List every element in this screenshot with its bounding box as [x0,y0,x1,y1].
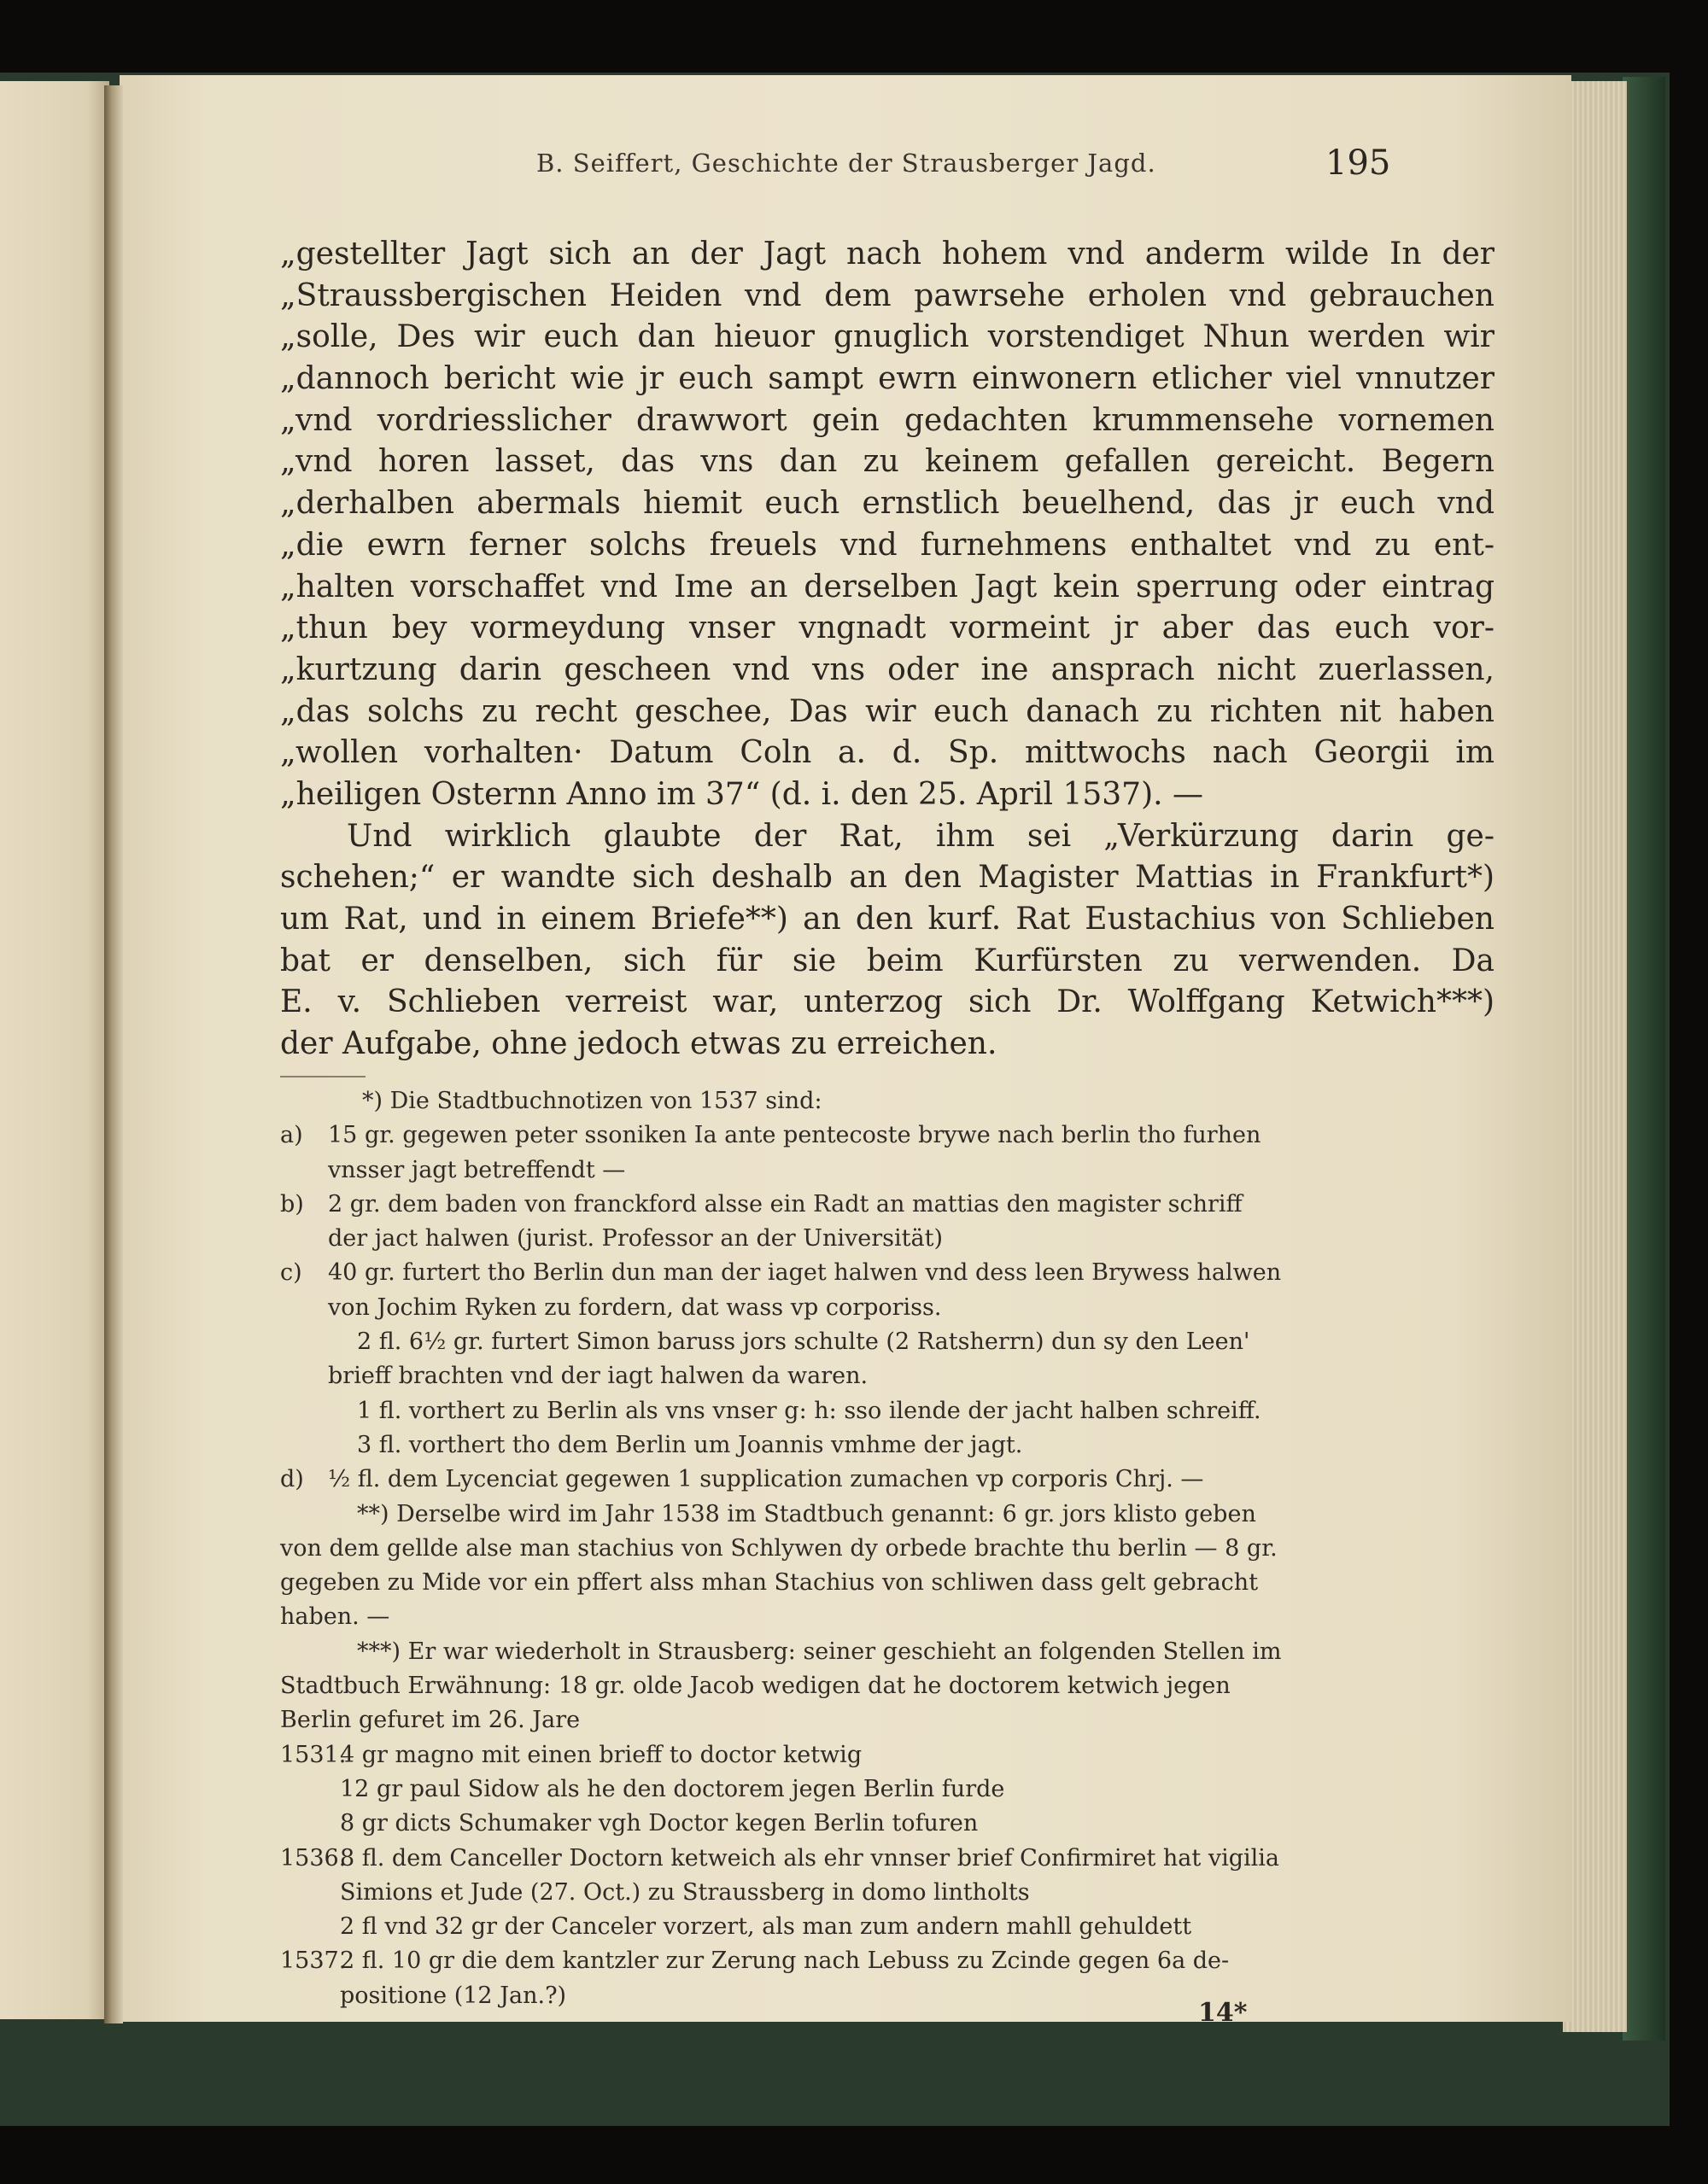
footnote-rule [280,1076,366,1077]
footnote-line: haben. — [280,1603,390,1631]
body-line: „Straussbergischen Heiden vnd dem pawrsehe erholen vnd gebrauchen [280,277,1494,313]
footnotes [280,1084,1493,2013]
footnote-line: **) Derselbe wird im Jahr 1538 im Stadtbuch genannt: 6 gr. jors klisto geben [357,1500,1256,1527]
year-label: 1537. [280,1947,347,1975]
body-line: „halten vorschaffet vnd Ime an derselben Jagt kein sperrung oder eintrag [280,569,1494,604]
page-edges [1563,81,1627,2032]
footnote-line [280,1944,1493,1978]
body-line: E. v. Schlieben verreist war, unterzog sich Dr. Wolffgang Ketwich***) [280,984,1494,1020]
footnote-line: Stadtbuch Erwähnung: 18 gr. olde Jacob wedigen dat he doctorem ketwich jegen [280,1673,1231,1700]
footnote-line: Berlin gefuret im 26. Jare [280,1707,581,1734]
running-title: B. Seiffert, Geschichte der Strausberger Jagd. [536,149,1156,178]
footnote-line: 2 fl. 6½ gr. furtert Simon baruss jors schulte (2 Ratsherrn) dun sy den Leen' [357,1329,1250,1356]
footnote-text: 15 gr. gegewen peter ssoniken Ia ante pentecoste brywe nach berlin tho furhen [328,1122,1261,1149]
body-line: „gestellter Jagt sich an der Jagt nach hohem vnd anderm wilde In der [280,237,1494,272]
body-line: „vnd vordriesslicher drawwort gein gedachten krummensehe vornemen [280,402,1494,438]
body-line: „wollen vorhalten· Datum Coln a. d. Sp. mittwochs nach Georgii im [280,735,1494,771]
footnote-label: d) [280,1466,304,1493]
body-line: „dannoch bericht wie jr euch sampt ewrn einwonern etlicher viel vnnutzer [280,361,1494,397]
footnote-line [280,1738,1493,1772]
footnote-line: von Jochim Ryken zu fordern, dat wass vp corporiss. [328,1293,942,1321]
book-page [120,75,1571,2028]
footnote-text: 2 gr. dem baden von franckford alsse ein Radt an mattias den magister schriff [328,1190,1243,1218]
footnote-label: a) [280,1122,303,1149]
body-line: „kurtzung darin gescheen vnd vns oder ine ansprach nicht zuerlassen, [280,651,1494,687]
footnote-line: ***) Er war wiederholt in Strausberg: seiner geschieht an folgenden Stellen im [357,1638,1282,1665]
book-cover-right [1623,77,1665,2041]
body-text [280,234,1494,1066]
body-line: „derhalben abermals hiemit euch ernstlich beuelhend, das jr euch vnd [280,486,1494,522]
footnote-text: 8 fl. dem Canceller Doctorn ketweich als ehr vnnser brief Confirmiret hat vigilia [340,1844,1280,1872]
footnote-label: c) [280,1259,302,1287]
book-gutter [104,85,123,2023]
footnote-line: 1 fl. vorthert zu Berlin als vns vnser g: h: sso ilende der jacht halben schreiff. [357,1397,1261,1424]
body-line: „solle, Des wir euch dan hieuor gnuglich vorstendiget Nhun werden wir [280,319,1494,355]
year-label: 1536. [280,1844,347,1872]
footnote-line: der jact halwen (jurist. Professor an der Universität) [328,1225,943,1253]
footnote-line: *) Die Stadtbuchnotizen von 1537 sind: [362,1088,822,1114]
footnote-line [280,1118,1493,1153]
body-line: „das solchs zu recht geschee, Das wir euch danach zu richten nit haben [280,693,1494,729]
body-line: „die ewrn ferner solchs freuels vnd furnehmens enthaltet vnd zu ent- [280,527,1494,563]
body-line: „heiligen Osternn Anno im 37“ (d. i. den 25. April 1537). — [280,776,1204,812]
page-number: 195 [1325,143,1391,183]
body-line: Und wirklich glaubte der Rat, ihm sei „Verkürzung darin ge- [347,818,1494,854]
footnote-line [280,1188,1493,1222]
footnote-line: 2 fl vnd 32 gr der Canceler vorzert, als man zum andern mahll gehuldett [340,1913,1192,1941]
footnote-line: 12 gr paul Sidow als he den doctorem jegen Berlin furde [340,1775,1005,1802]
footnote-line: Simions et Jude (27. Oct.) zu Straussberg in domo lintholts [340,1878,1030,1906]
footnote-text: 40 gr. furtert tho Berlin dun man der iaget halwen vnd dess leen Brywess halwen [328,1259,1282,1287]
footnote-line [280,1842,1493,1876]
left-page-edge [0,81,109,2019]
footnote-line: brieff brachten vnd der iagt halwen da waren. [328,1363,869,1390]
footnote-line: 8 gr dicts Schumaker vgh Doctor kegen Berlin tofuren [340,1810,979,1837]
footnote-line: 3 fl. vorthert tho dem Berlin um Joannis vmhme der jagt. [357,1431,1023,1458]
footnote-line: gegeben zu Mide vor ein pffert alss mhan Stachius von schliwen dass gelt gebracht [280,1569,1259,1597]
body-line: bat er denselben, sich für sie beim Kurfürsten zu verwenden. Da [280,943,1494,978]
footnote-line [280,1256,1493,1290]
footnote-label: b) [280,1190,304,1218]
body-line: „vnd horen lasset, das vns dan zu keinem gefallen gereicht. Begern [280,444,1494,480]
body-line: schehen;“ er wandte sich deshalb an den Magister Mattias in Frankfurt*) [280,860,1494,896]
year-label: 1531. [280,1741,347,1768]
footnote-text: 2 fl. 10 gr die dem kantzler zur Zerung nach Lebuss zu Zcinde gegen 6a de- [340,1947,1230,1975]
footnote-text: ½ fl. dem Lycenciat gegewen 1 supplication zumachen vp corporis Chrj. — [328,1466,1204,1493]
footnote-line: positione (12 Jan.?) [340,1982,567,2009]
signature-mark: 14* [1198,1998,1248,2028]
footnote-line: von dem gellde alse man stachius von Schlywen dy orbede brachte thu berlin — 8 gr. [280,1534,1278,1562]
body-line: „thun bey vormeydung vnser vngnadt vormeint jr aber das euch vor- [280,610,1494,646]
footnote-line: vnsser jagt betreffendt — [328,1156,626,1183]
body-line: um Rat, und in einem Briefe**) an den kurf. Rat Eustachius von Schlieben [280,902,1494,937]
footnote-line [280,1463,1493,1497]
body-line: der Aufgabe, ohne jedoch etwas zu erreichen. [280,1026,997,1062]
footnote-text: 4 gr magno mit einen brieff to doctor ketwig [340,1741,863,1768]
